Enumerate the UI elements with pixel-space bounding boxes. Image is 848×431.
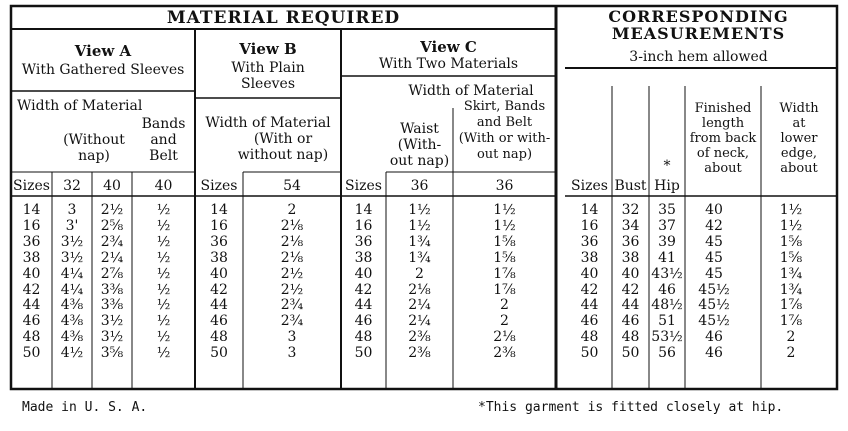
view-a-belt-column bbox=[132, 203, 195, 362]
table-cell: 2⅜ bbox=[408, 329, 431, 346]
waist-line-1: Waist bbox=[400, 121, 439, 137]
table-cell: 2⅛ bbox=[408, 281, 431, 298]
view-a-bands-belt bbox=[132, 116, 195, 164]
view-b-54-column bbox=[243, 203, 341, 362]
table-cell: ½ bbox=[156, 281, 171, 298]
width-lower-line-2: at bbox=[792, 116, 806, 131]
table-cell: 16 bbox=[22, 217, 41, 234]
table-cell: 40 bbox=[580, 265, 599, 282]
table-cell: 14 bbox=[210, 202, 228, 218]
table-cell: 1½ bbox=[493, 202, 516, 218]
table-cell: 1½ bbox=[779, 217, 803, 234]
skirt-line-4: out nap) bbox=[476, 147, 533, 162]
finished-line-5: about bbox=[704, 161, 742, 176]
table-cell: 1¾ bbox=[779, 281, 803, 298]
table-cell: 51 bbox=[658, 313, 676, 330]
hip-asterisk: * bbox=[663, 158, 671, 174]
bust-header: Bust bbox=[614, 178, 647, 194]
table-cell: 45 bbox=[705, 265, 723, 282]
table-cell: 2⅜ bbox=[493, 345, 516, 362]
hem-note: 3-inch hem allowed bbox=[629, 49, 768, 65]
width-lower-line-5: about bbox=[780, 161, 818, 176]
table-cell: 36 bbox=[210, 233, 228, 250]
table-cell: ½ bbox=[156, 202, 171, 218]
table-cell: 1½ bbox=[779, 202, 803, 218]
view-c-skirt-column bbox=[453, 203, 556, 362]
table-cell: 46 bbox=[705, 345, 723, 362]
table-cell: 45 bbox=[705, 249, 723, 266]
table-cell: 2½ bbox=[280, 265, 304, 282]
table-cell: ½ bbox=[156, 249, 171, 266]
table-cell: 2¾ bbox=[280, 313, 304, 330]
view-a-40-column bbox=[92, 203, 132, 362]
view-b-subtitle-2: Sleeves bbox=[240, 76, 296, 92]
view-a-sizes-column bbox=[11, 203, 52, 362]
table-cell: 1¾ bbox=[408, 249, 431, 266]
table-cell: 43½ bbox=[651, 265, 683, 282]
table-cell: 4⅜ bbox=[60, 313, 84, 330]
table-cell: 44 bbox=[621, 297, 640, 314]
table-cell: 46 bbox=[22, 313, 41, 330]
table-cell: 14 bbox=[580, 202, 599, 218]
table-cell: 2 bbox=[786, 345, 796, 362]
finished-line-3: from back bbox=[689, 131, 757, 146]
view-b-width-line-2: (With or bbox=[253, 131, 313, 147]
table-cell: 2½ bbox=[280, 281, 304, 298]
table-cell: ½ bbox=[156, 313, 171, 330]
table-cell: 44 bbox=[22, 297, 41, 314]
table-cell: 16 bbox=[354, 217, 373, 234]
table-cell: 41 bbox=[658, 249, 676, 266]
table-cell: 42 bbox=[580, 281, 599, 298]
table-cell: 42 bbox=[705, 217, 723, 234]
table-cell: 1⅝ bbox=[493, 233, 516, 250]
table-cell: 36 bbox=[621, 233, 640, 250]
view-c-sizes-column bbox=[341, 203, 386, 362]
table-cell: 2⅛ bbox=[280, 233, 304, 250]
table-cell: 48 bbox=[621, 329, 640, 346]
table-cell: 48 bbox=[580, 329, 599, 346]
table-cell: 2¼ bbox=[408, 297, 431, 314]
table-cell: 46 bbox=[705, 329, 723, 346]
table-cell: 2¾ bbox=[100, 233, 124, 250]
view-b-54-header: 54 bbox=[283, 178, 301, 194]
table-cell: 3 bbox=[287, 345, 297, 362]
table-cell: 16 bbox=[580, 217, 599, 234]
width-lower-line-3: lower bbox=[780, 131, 818, 146]
view-a-without-nap bbox=[56, 132, 132, 164]
table-cell: 4½ bbox=[60, 345, 84, 362]
view-b-sizes-header: Sizes bbox=[200, 178, 238, 194]
table-cell: 2⅞ bbox=[100, 265, 124, 282]
waist-line-2: (With- bbox=[397, 137, 442, 153]
view-a-subtitle: With Gathered Sleeves bbox=[21, 62, 185, 78]
table-cell: 38 bbox=[621, 249, 640, 266]
table-cell: 1½ bbox=[493, 217, 516, 234]
table-cell: 40 bbox=[354, 265, 373, 282]
view-b-width-line-3: without nap) bbox=[237, 147, 329, 163]
table-cell: 3 bbox=[67, 202, 77, 218]
skirt-line-1: Skirt, Bands bbox=[463, 99, 546, 114]
table-cell: 2¾ bbox=[280, 297, 304, 314]
table-cell: 1⅝ bbox=[779, 249, 803, 266]
table-cell: 36 bbox=[580, 233, 599, 250]
hip-column bbox=[649, 203, 685, 362]
view-c-title: View C bbox=[420, 38, 477, 56]
finished-line-2: length bbox=[701, 116, 745, 131]
table-cell: 2⅛ bbox=[493, 329, 516, 346]
table-cell: 3½ bbox=[60, 233, 84, 250]
material-required-header: MATERIAL REQUIRED bbox=[166, 8, 401, 28]
table-cell: 40 bbox=[705, 202, 723, 218]
table-cell: 50 bbox=[210, 345, 228, 362]
table-cell: 2⅝ bbox=[100, 217, 124, 234]
view-b-width-line-1: Width of Material bbox=[205, 115, 331, 131]
table-cell: 40 bbox=[621, 265, 640, 282]
skirt-line-2: and Belt bbox=[476, 115, 533, 130]
measure-header-line-1: CORRESPONDING bbox=[608, 7, 789, 26]
view-c-waist-label bbox=[386, 121, 453, 169]
table-cell: 36 bbox=[354, 233, 373, 250]
table-cell: 2 bbox=[287, 202, 297, 218]
table-cell: 46 bbox=[210, 313, 228, 330]
view-c-skirt-label bbox=[453, 99, 556, 163]
table-cell: 42 bbox=[621, 281, 640, 298]
table-cell: 1⅞ bbox=[779, 313, 803, 330]
table-cell: 3½ bbox=[100, 329, 124, 346]
table-cell: 42 bbox=[210, 281, 228, 298]
table-cell: 45½ bbox=[698, 281, 730, 298]
table-cell: 53½ bbox=[651, 329, 683, 346]
table-cell: 4⅜ bbox=[60, 329, 84, 346]
table-cell: ½ bbox=[156, 233, 171, 250]
table-cell: 50 bbox=[580, 345, 599, 362]
table-cell: 42 bbox=[354, 281, 373, 298]
view-b-width-label bbox=[195, 115, 341, 163]
table-cell: 48 bbox=[354, 329, 373, 346]
table-cell: 38 bbox=[210, 249, 228, 266]
width-lower-line-4: edge, bbox=[780, 146, 818, 161]
table-cell: ½ bbox=[156, 345, 171, 362]
table-cell: 1⅞ bbox=[493, 265, 516, 282]
belt-line: Belt bbox=[149, 148, 178, 164]
table-cell: 44 bbox=[354, 297, 373, 314]
view-c-skirt-36-header: 36 bbox=[495, 178, 514, 194]
view-a-title: View A bbox=[74, 42, 132, 60]
table-cell: 46 bbox=[580, 313, 599, 330]
table-cell: 14 bbox=[354, 202, 373, 218]
table-cell: 46 bbox=[621, 313, 640, 330]
table-cell: 4¼ bbox=[60, 265, 84, 282]
table-cell: 38 bbox=[354, 249, 373, 266]
view-c-waist-column bbox=[386, 203, 453, 362]
table-cell: 2 bbox=[500, 297, 509, 314]
table-cell: 46 bbox=[354, 313, 373, 330]
table-cell: 3⅜ bbox=[100, 297, 124, 314]
table-cell: 3⅜ bbox=[100, 281, 124, 298]
table-cell: 1½ bbox=[408, 202, 431, 218]
width-lower-column bbox=[761, 203, 821, 362]
table-cell: 45½ bbox=[698, 297, 730, 314]
table-cell: 48 bbox=[22, 329, 41, 346]
and-line: and bbox=[150, 132, 177, 148]
table-cell: 38 bbox=[22, 249, 41, 266]
view-a-belt-40-header: 40 bbox=[154, 178, 173, 194]
view-a-32-header: 32 bbox=[63, 178, 81, 194]
table-cell: 2⅛ bbox=[280, 249, 304, 266]
without-nap-line-2: nap) bbox=[78, 148, 110, 164]
table-cell: 3 bbox=[287, 329, 297, 346]
table-cell: 16 bbox=[210, 217, 228, 234]
footnote: *This garment is fitted closely at hip. bbox=[478, 400, 784, 415]
table-cell: 32 bbox=[621, 202, 640, 218]
table-cell: ½ bbox=[156, 265, 171, 282]
table-cell: 2⅜ bbox=[408, 345, 431, 362]
table-cell: 2 bbox=[500, 313, 509, 330]
table-cell: 45½ bbox=[698, 313, 730, 330]
table-cell: 1¾ bbox=[779, 265, 803, 282]
view-a-sizes-header: Sizes bbox=[13, 178, 50, 194]
table-cell: 2½ bbox=[100, 202, 124, 218]
table-cell: 4⅜ bbox=[60, 297, 84, 314]
table-cell: 3½ bbox=[60, 249, 84, 266]
table-cell: 50 bbox=[621, 345, 640, 362]
width-lower-line-1: Width bbox=[779, 101, 819, 116]
table-cell: 2¼ bbox=[408, 313, 431, 330]
view-b-title: View B bbox=[239, 40, 297, 58]
table-cell: 35 bbox=[658, 202, 676, 218]
finished-length-label bbox=[685, 101, 761, 176]
waist-line-3: out nap) bbox=[389, 153, 450, 169]
table-cell: 1⅝ bbox=[779, 233, 803, 250]
table-cell: 40 bbox=[210, 265, 228, 282]
table-cell: 2¼ bbox=[100, 249, 124, 266]
table-cell: 36 bbox=[22, 233, 41, 250]
table-cell: 48½ bbox=[651, 297, 683, 314]
table-cell: 48 bbox=[210, 329, 228, 346]
table-cell: 50 bbox=[354, 345, 373, 362]
skirt-line-3: (With or with- bbox=[458, 131, 551, 146]
table-cell: 2 bbox=[786, 329, 796, 346]
table-cell: 46 bbox=[658, 281, 676, 298]
bust-column bbox=[612, 203, 649, 362]
table-cell: ½ bbox=[156, 297, 171, 314]
table-cell: 44 bbox=[210, 297, 228, 314]
hip-header: Hip bbox=[654, 178, 680, 194]
table-cell: 3⅝ bbox=[100, 345, 124, 362]
view-c-subtitle: With Two Materials bbox=[378, 56, 519, 72]
table-cell: 39 bbox=[658, 233, 676, 250]
bands-line: Bands bbox=[141, 116, 186, 132]
view-b-subtitle-1: With Plain bbox=[231, 60, 305, 76]
table-cell: 2⅛ bbox=[280, 217, 304, 234]
table-cell: 3½ bbox=[100, 313, 124, 330]
table-cell: 37 bbox=[658, 217, 676, 234]
table-cell: 2 bbox=[415, 265, 424, 282]
finished-length-column bbox=[685, 203, 743, 362]
table-cell: 42 bbox=[22, 281, 41, 298]
table-cell: ½ bbox=[156, 329, 171, 346]
width-lower-label bbox=[761, 101, 837, 176]
table-cell: 40 bbox=[22, 265, 41, 282]
made-in-usa: Made in U. S. A. bbox=[22, 400, 148, 415]
corresponding-measurements-header bbox=[560, 8, 837, 42]
finished-line-1: Finished bbox=[694, 101, 752, 116]
without-nap-line-1: (Without bbox=[63, 132, 125, 148]
view-a-40-header: 40 bbox=[103, 178, 121, 194]
view-a-width-label: Width of Material bbox=[17, 98, 143, 114]
view-c-sizes-header: Sizes bbox=[345, 178, 382, 194]
finished-line-4: of neck, bbox=[696, 146, 750, 161]
table-cell: ½ bbox=[156, 217, 171, 234]
table-cell: 1⅞ bbox=[493, 281, 516, 298]
view-c-width-label: Width of Material bbox=[408, 83, 534, 99]
table-cell: 38 bbox=[580, 249, 599, 266]
table-cell: 44 bbox=[580, 297, 599, 314]
table-cell: 4¼ bbox=[60, 281, 84, 298]
table-cell: 1⅝ bbox=[493, 249, 516, 266]
table-cell: 45 bbox=[705, 233, 723, 250]
table-cell: 1¾ bbox=[408, 233, 431, 250]
table-cell: 1⅞ bbox=[779, 297, 803, 314]
measure-header-line-2: MEASUREMENTS bbox=[611, 24, 786, 43]
table-cell: 56 bbox=[658, 345, 676, 362]
view-b-subtitle bbox=[195, 60, 341, 92]
table-cell: 14 bbox=[22, 202, 41, 218]
measure-sizes-header: Sizes bbox=[571, 178, 608, 194]
view-a-32-column bbox=[52, 203, 92, 362]
view-b-sizes-column bbox=[195, 203, 243, 362]
table-cell: 34 bbox=[621, 217, 640, 234]
table-cell: 3' bbox=[65, 217, 79, 234]
measure-sizes-column bbox=[567, 203, 612, 362]
view-c-waist-36-header: 36 bbox=[410, 178, 429, 194]
table-cell: 1½ bbox=[408, 217, 431, 234]
table-cell: 50 bbox=[22, 345, 41, 362]
